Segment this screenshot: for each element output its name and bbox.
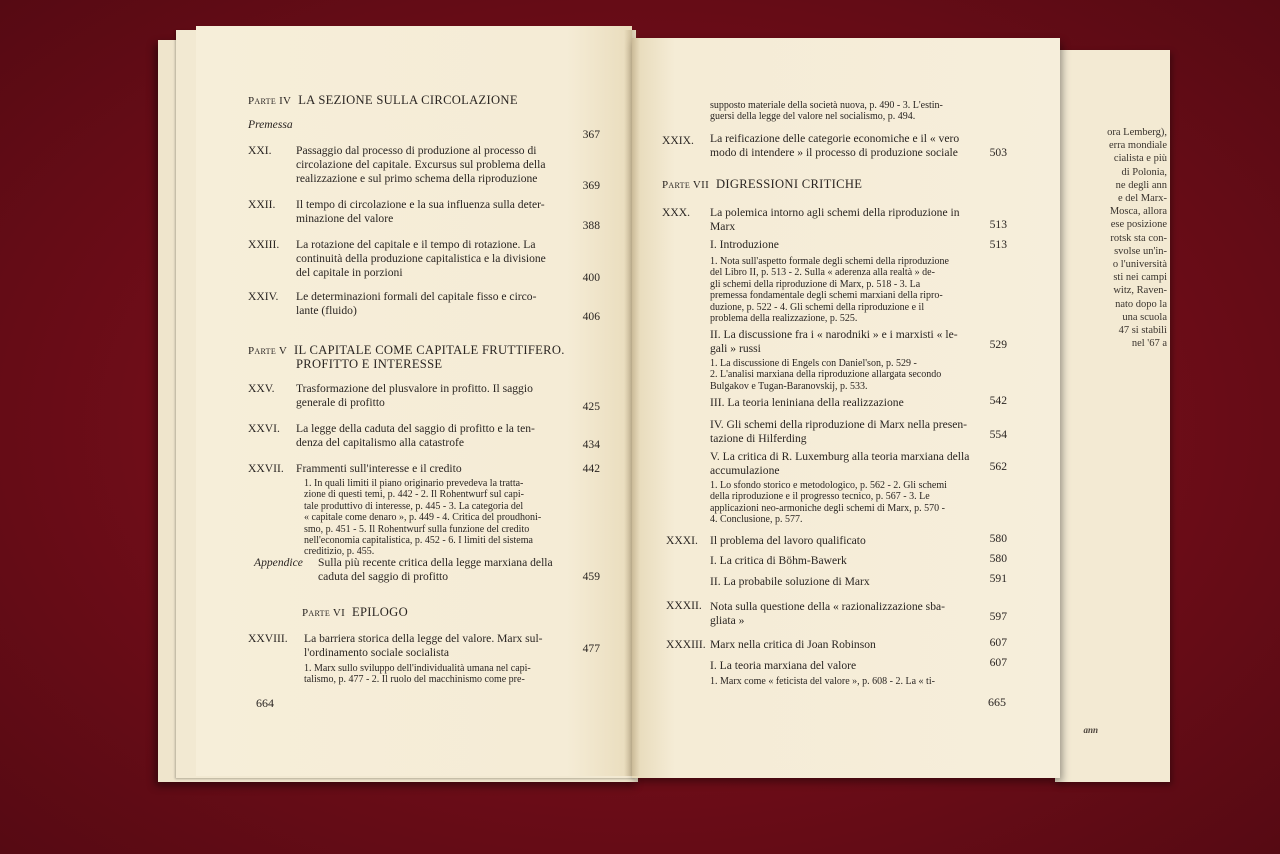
chapter-title-line: circolazione del capitale. Excursus sul problema della <box>296 158 546 171</box>
page-number: 369 <box>582 179 600 192</box>
flap-text-line: cialista e più <box>1113 153 1167 165</box>
section-title-line: gali » russi <box>710 342 761 355</box>
appendix-title-line: Sulla più recente critica della legge marxiana della <box>318 556 553 569</box>
chapter-title-line: gliata » <box>710 614 745 627</box>
chapter-number: XXXIII. <box>666 638 706 651</box>
page-number: 434 <box>582 438 600 451</box>
chapter-number: XXXII. <box>666 599 702 612</box>
chapter-number: XXX. <box>662 206 691 219</box>
page-number: 607 <box>989 656 1007 669</box>
flap-text-line: ese posizione <box>1110 219 1167 231</box>
page-number: 367 <box>582 128 600 141</box>
flap-text-line: ora Lemberg), <box>1107 127 1167 138</box>
subsection-line: 4. Conclusione, p. 577. <box>710 514 803 526</box>
subsection-line: 1. Nota sull'aspetto formale degli schemi della riproduzione <box>710 256 949 267</box>
page-number: 442 <box>582 462 600 475</box>
page-number: 477 <box>582 642 600 655</box>
section-title: III. La teoria leniniana della realizzazione <box>710 396 904 409</box>
chapter-title-line: Le determinazioni formali del capitale fisso e circo- <box>296 290 537 303</box>
chapter-title-line: minazione del valore <box>296 212 394 225</box>
section-title-line: II. La discussione fra i « narodniki » e i marxisti « le- <box>710 328 958 341</box>
section-title: II. La probabile soluzione di Marx <box>710 575 870 588</box>
chapter-title-line: La barriera storica della legge del valore. Marx sul- <box>304 632 543 645</box>
part-title: IL CAPITALE COME CAPITALE FRUTTIFERO. <box>294 343 565 357</box>
chapter-title-line: Marx <box>710 220 736 233</box>
flap-text-line: witz, Raven- <box>1113 285 1167 297</box>
flap-text-line: nel '67 a <box>1131 338 1167 350</box>
part-heading <box>302 606 408 621</box>
subsection-line: 1. Marx sullo sviluppo dell'individualità umana nel capi- <box>304 663 531 674</box>
right-page <box>632 38 1060 778</box>
chapter-title-line: Trasformazione del plusvalore in profitto. Il saggio <box>296 382 533 395</box>
chapter-title-line: generale di profitto <box>296 396 385 409</box>
chapter-number: XXIX. <box>662 134 694 147</box>
chapter-title-line: La legge della caduta del saggio di profitto e la ten- <box>296 422 535 435</box>
chapter-number: XXVIII. <box>248 632 288 645</box>
flap-text-line: o l'università <box>1112 259 1167 271</box>
subsection-line: creditizio, p. 455. <box>304 546 375 558</box>
subsection-line: nell'economia capitalistica, p. 452 - 6. I limiti del sistema <box>304 535 533 546</box>
chapter-number: XXVI. <box>248 422 280 435</box>
flap-mark: ann <box>1083 725 1098 735</box>
page-number: 580 <box>989 532 1007 545</box>
subsection-line: gli schemi della riproduzione di Marx, p. 518 - 3. La <box>710 278 921 290</box>
subsection-line: del Libro II, p. 513 - 2. Sulla « aderenza alla realtà » de- <box>710 267 935 279</box>
part-title: LA SEZIONE SULLA CIRCOLAZIONE <box>298 93 518 107</box>
chapter-title-line: La rotazione del capitale e il tempo di rotazione. La <box>296 238 536 251</box>
page-number: 580 <box>989 552 1007 565</box>
chapter-title-line: lante (fluido) <box>296 304 357 317</box>
subsection-line: tale produttivo di interesse, p. 445 - 3. La categoria del <box>304 500 524 512</box>
subsection-line: guersi della legge del valore nel socialismo, p. 494. <box>710 111 916 123</box>
flap-text-line: svolse un'in- <box>1114 245 1167 257</box>
appendix-label: Appendice <box>254 556 303 569</box>
flap-text-line: nato dopo la <box>1115 298 1167 310</box>
chapter-number: XXII. <box>248 198 276 211</box>
part-label: Parte IV <box>248 95 292 107</box>
chapter-title: Marx nella critica di Joan Robinson <box>710 638 876 651</box>
page-number: 513 <box>989 238 1007 251</box>
flap-text-line: ne degli ann <box>1115 179 1167 191</box>
chapter-title-line: Nota sulla questione della « razionalizzazione sba- <box>710 600 945 613</box>
flap-text-line: di Polonia, <box>1121 166 1167 178</box>
chapter-number: XXIV. <box>248 290 279 303</box>
subsection-line: talismo, p. 477 - 2. Il ruolo del macchinismo come pre- <box>304 674 525 686</box>
page-number: 406 <box>582 310 600 323</box>
chapter-title-line: l'ordinamento sociale socialista <box>304 646 450 659</box>
subsection-line: « capitale come denaro », p. 449 - 4. Critica del proudhoni- <box>304 512 542 524</box>
chapter-title-line: La reificazione delle categorie economiche e il « vero <box>710 132 960 145</box>
appendix-title-line: caduta del saggio di profitto <box>318 570 449 583</box>
page-folio: 665 <box>988 695 1006 709</box>
chapter-title-line: La polemica intorno agli schemi della riproduzione in <box>710 206 960 219</box>
page-number: 425 <box>582 400 600 413</box>
section-title: I. Introduzione <box>710 238 779 251</box>
subsection-line: duzione, p. 522 - 4. Gli schemi della riproduzione e il <box>710 301 925 313</box>
chapter-number: XXVII. <box>248 462 284 475</box>
section-title-line: accumulazione <box>710 464 780 477</box>
subsection-line: Bulgakov e Tugan-Baranovskij, p. 533. <box>710 380 868 392</box>
section-title-line: tazione di Hilferding <box>710 432 807 445</box>
section-title-line: IV. Gli schemi della riproduzione di Marx nella presen- <box>710 418 968 431</box>
chapter-title: Il problema del lavoro qualificato <box>710 534 866 547</box>
flap-text-line: rotsk sta con- <box>1110 232 1167 244</box>
chapter-title-line: denza del capitalismo alla catastrofe <box>296 436 465 449</box>
subsection-line: smo, p. 451 - 5. Il Rohentwurf sulla funzione del credito <box>304 523 530 535</box>
chapter-number: XXIII. <box>248 238 280 251</box>
page-number: 459 <box>582 570 600 583</box>
page-number: 503 <box>989 146 1007 159</box>
subsection-line: supposto materiale della società nuova, p. 490 - 3. L'estin- <box>710 100 943 111</box>
part-label: Parte VI <box>302 607 346 619</box>
part-label: Parte VII <box>662 179 710 191</box>
page-number: 542 <box>989 394 1007 407</box>
premessa-label: Premessa <box>248 118 293 131</box>
page-number: 513 <box>989 218 1007 231</box>
subsection-line: applicazioni neo-armoniche degli schemi di Marx, p. 570 - <box>710 502 945 514</box>
chapter-number: XXV. <box>248 382 275 395</box>
chapter-number: XXXI. <box>666 534 698 547</box>
part-label: Parte V <box>248 345 288 357</box>
flap-text-line: erra mondiale <box>1108 140 1167 152</box>
part-title: PROFITTO E INTERESSE <box>296 357 443 371</box>
chapter-title-line: realizzazione e sul primo schema della riproduzione <box>296 172 538 185</box>
flap-text-line: 47 si stabilì <box>1118 325 1167 337</box>
subsection-line: problema della realizzazione, p. 525. <box>710 313 858 324</box>
part-heading <box>662 178 862 193</box>
chapter-title-line: continuità della produzione capitalistica e la divisione <box>296 252 546 265</box>
subsection-line: della riproduzione e il progresso tecnico, p. 567 - 3. Le <box>710 491 930 503</box>
page-number: 388 <box>582 219 600 232</box>
flap-text-line: sti nei campi <box>1113 272 1167 284</box>
page-number: 529 <box>989 338 1007 351</box>
subsection-line: 1. La discussione di Engels con Daniel'son, p. 529 - <box>710 358 917 369</box>
book-cover-flap <box>1055 50 1170 782</box>
page-folio: 664 <box>256 696 274 710</box>
subsection-line: 1. Lo sfondo storico e metodologico, p. 562 - 2. Gli schemi <box>710 480 947 491</box>
section-title-line: V. La critica di R. Luxemburg alla teoria marxiana della <box>710 450 970 463</box>
subsection-line: 1. Marx come « feticista del valore », p. 608 - 2. La « ti- <box>710 676 935 687</box>
section-title: I. La teoria marxiana del valore <box>710 659 857 672</box>
page-number: 554 <box>989 428 1007 441</box>
page-number: 597 <box>989 610 1007 623</box>
flap-text <box>1055 126 1167 350</box>
section-title: I. La critica di Böhm-Bawerk <box>710 554 847 567</box>
page-number: 562 <box>989 460 1007 473</box>
page-number: 591 <box>989 572 1007 585</box>
chapter-title-line: del capitale in porzioni <box>296 266 403 279</box>
subsection-line: zione di questi temi, p. 442 - 2. Il Rohentwurf sul capi- <box>304 489 524 501</box>
subsection-line: 2. L'analisi marxiana della riproduzione allargata secondo <box>710 369 942 381</box>
page-number: 400 <box>582 271 600 284</box>
left-page <box>196 26 632 776</box>
part-heading <box>248 94 518 109</box>
chapter-title-line: Il tempo di circolazione e la sua influenza sulla deter- <box>296 198 545 211</box>
subsection-line: 1. In quali limiti il piano originario prevedeva la tratta- <box>304 478 524 489</box>
chapter-number: XXI. <box>248 144 272 157</box>
chapter-title-line: Passaggio dal processo di produzione al processo di <box>296 144 537 157</box>
chapter-title-line: Frammenti sull'interesse e il credito <box>296 462 462 475</box>
subsection-line: premessa fondamentale degli schemi marxiani della ripro- <box>710 290 943 302</box>
part-title: DIGRESSIONI CRITICHE <box>715 177 863 191</box>
flap-text-line: Mosca, allora <box>1109 206 1167 218</box>
part-title: EPILOGO <box>352 605 408 619</box>
flap-text-line: una scuola <box>1122 311 1167 323</box>
chapter-title-line: modo di intendere » il processo di produzione sociale <box>710 146 958 159</box>
page-number: 607 <box>989 636 1007 649</box>
flap-text-line: e del Marx- <box>1118 193 1167 205</box>
book-gutter <box>624 30 640 776</box>
